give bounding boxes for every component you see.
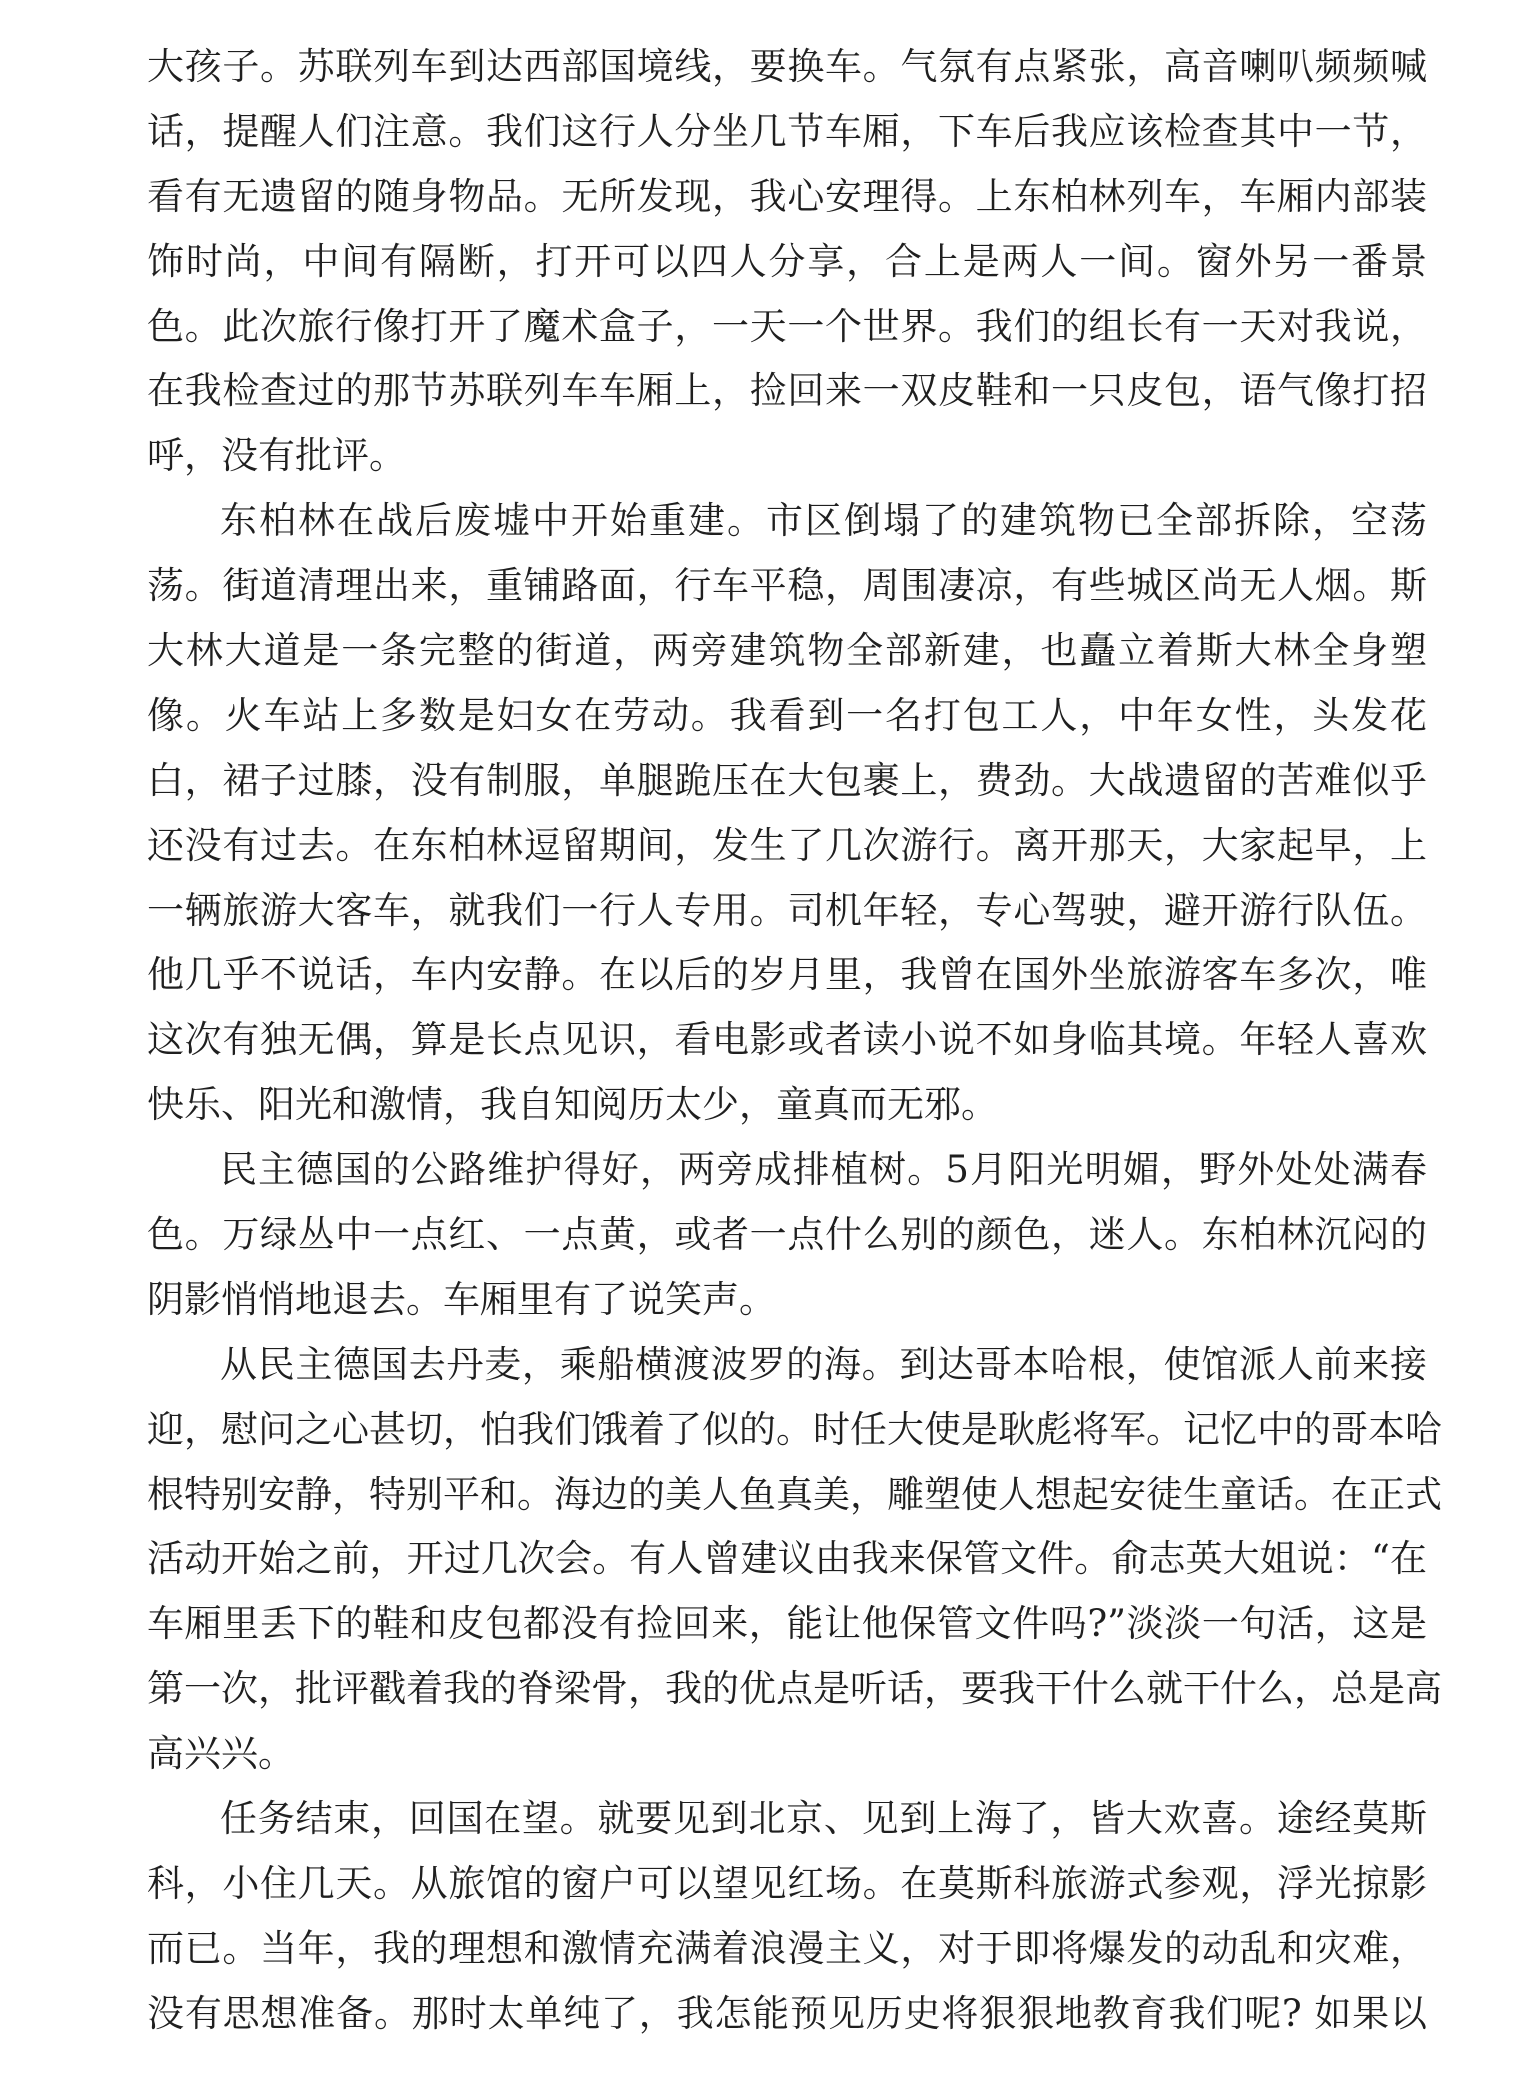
text-line: 荡。街道清理出来，重铺路面，行车平稳，周围凄凉，有些城区尚无人烟。斯 bbox=[147, 564, 1427, 608]
text-line: 呼，没有批评。 bbox=[147, 434, 406, 478]
text-line: 活动开始之前，开过几次会。有人曾建议由我来保管文件。俞志英大姐说：“在 bbox=[147, 1537, 1427, 1581]
text-line: 车厢里丢下的鞋和皮包都没有捡回来，能让他保管文件吗?”淡淡一句活，这是 bbox=[147, 1602, 1427, 1646]
text-line: 色。此次旅行像打开了魔术盒子，一天一个世界。我们的组长有一天对我说， bbox=[147, 304, 1427, 348]
text-line: 色。万绿丛中一点红、一点黄，或者一点什么别的颜色，迷人。东柏林沉闷的 bbox=[147, 1213, 1427, 1257]
text-line: 还没有过去。在东柏林逗留期间，发生了几次游行。离开那天，大家起早，上 bbox=[147, 823, 1427, 867]
text-line: 任务结束，回国在望。就要见到北京、见到上海了，皆大欢喜。途经莫斯 bbox=[220, 1797, 1427, 1841]
text-line: 快乐、阳光和激情，我自知阅历太少，童真而无邪。 bbox=[147, 1083, 998, 1127]
text-line: 这次有独无偶，算是长点见识，看电影或者读小说不如身临其境。年轻人喜欢 bbox=[147, 1018, 1427, 1062]
text-line: 一辆旅游大客车，就我们一行人专用。司机年轻，专心驾驶，避开游行队伍。 bbox=[147, 888, 1427, 932]
text-line: 从民主德国去丹麦，乘船横渡波罗的海。到达哥本哈根，使馆派人前来接 bbox=[220, 1342, 1427, 1386]
text-line: 根特别安静，特别平和。海边的美人鱼真美，雕塑使人想起安徒生童话。在正式 bbox=[147, 1472, 1442, 1516]
body-text bbox=[147, 35, 1442, 2047]
text-line: 阴影悄悄地退去。车厢里有了说笑声。 bbox=[147, 1277, 776, 1321]
text-line: 没有思想准备。那时太单纯了，我怎能预见历史将狠狠地教育我们呢? 如果以 bbox=[147, 1991, 1427, 2035]
text-line: 像。火车站上多数是妇女在劳动。我看到一名打包工人，中年女性，头发花 bbox=[147, 693, 1427, 737]
text-line: 科，小住几天。从旅馆的窗户可以望见红场。在莫斯科旅游式参观，浮光掠影 bbox=[147, 1861, 1427, 1905]
text-line: 看有无遗留的随身物品。无所发现，我心安理得。上东柏林列车，车厢内部装 bbox=[147, 174, 1427, 218]
text-line: 大孩子。苏联列车到达西部国境线，要换车。气氛有点紧张，高音喇叭频频喊 bbox=[147, 45, 1427, 88]
text-line: 白，裙子过膝，没有制服，单腿跪压在大包裹上，费劲。大战遗留的苦难似乎 bbox=[147, 758, 1427, 802]
text-line: 大林大道是一条完整的街道，两旁建筑物全部新建，也矗立着斯大林全身塑 bbox=[147, 629, 1427, 673]
text-line: 迎，慰问之心甚切，怕我们饿着了似的。时任大使是耿彪将军。记忆中的哥本哈 bbox=[147, 1407, 1442, 1451]
text-line: 民主德国的公路维护得好，两旁成排植树。5月阳光明媚，野外处处满春 bbox=[220, 1148, 1427, 1192]
text-line: 东柏林在战后废墟中开始重建。市区倒塌了的建筑物已全部拆除，空荡 bbox=[220, 499, 1427, 543]
text-line: 高兴兴。 bbox=[147, 1732, 295, 1776]
text-line: 话，提醒人们注意。我们这行人分坐几节车厢，下车后我应该检查其中一节， bbox=[147, 109, 1427, 153]
text-line: 饰时尚，中间有隔断，打开可以四人分享，合上是两人一间。窗外另一番景 bbox=[147, 239, 1427, 283]
text-line: 在我检查过的那节苏联列车车厢上，捡回来一双皮鞋和一只皮包，语气像打招 bbox=[147, 369, 1427, 413]
text-line: 而已。当年，我的理想和激情充满着浪漫主义，对于即将爆发的动乱和灾难， bbox=[147, 1926, 1427, 1970]
text-line: 他几乎不说话，车内安静。在以后的岁月里，我曾在国外坐旅游客车多次，唯 bbox=[147, 953, 1427, 997]
text-line: 第一次，批评戳着我的脊梁骨，我的优点是听话，要我干什么就干什么，总是高 bbox=[147, 1667, 1442, 1711]
